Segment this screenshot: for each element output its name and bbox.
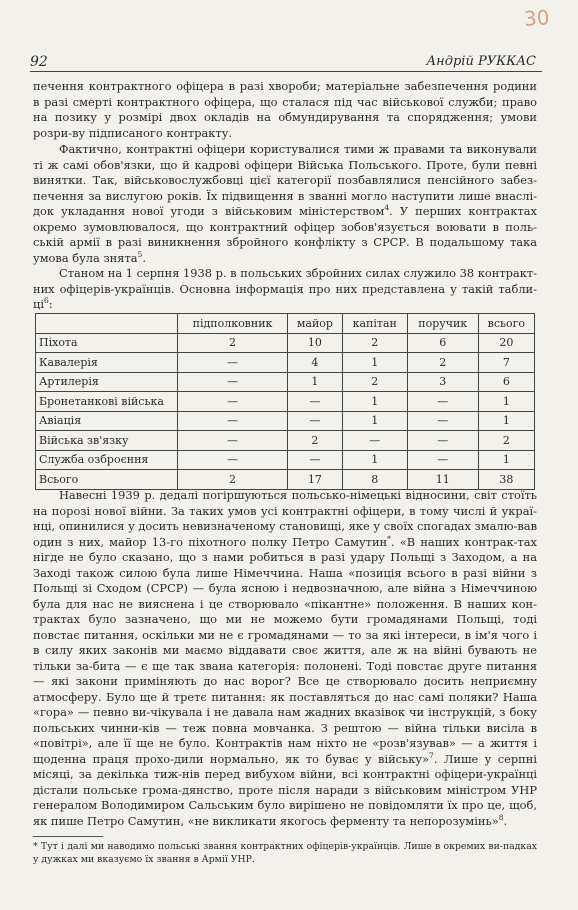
table-row	[36, 392, 535, 412]
table-cell: 2	[178, 470, 288, 490]
table-cell: 6	[407, 333, 478, 353]
table-cell: —	[342, 431, 407, 451]
table-header-cell: всього	[478, 314, 534, 334]
table-row	[36, 450, 535, 470]
footnote-ref-5: 5	[137, 249, 143, 259]
running-head-author: Андрій РУККАС	[426, 54, 536, 69]
row-label: Артилерія	[36, 372, 178, 392]
paragraph-table-intro: Станом на 1 серпня 1938 р. в польських збройних силах служило 38 контракт- них офіцерів-українців. Основна інформація про них представлена у такій табли-$ці^6$:	[33, 266, 537, 311]
officers-table	[35, 313, 535, 490]
table-cell: —	[178, 411, 288, 431]
intro-paragraph: печення контрактного офіцера в разі хвороби; матеріальне забезпечення родини в разі смерті контрактного офіцера, що сталася під час військової служби; право на позику у розмірі двох окладів на обмундирування та спорядження; умови розри-ву підписаного контракту.	[33, 79, 537, 140]
table-cell: 1	[478, 392, 534, 412]
row-label: Кавалерія	[36, 353, 178, 373]
header-rule	[30, 71, 542, 72]
table-cell: —	[407, 392, 478, 412]
row-label: Всього	[36, 470, 178, 490]
table-cell: 11	[407, 470, 478, 490]
footnote-ref-7: 7	[429, 750, 434, 760]
table-cell: —	[288, 392, 343, 412]
table-cell: 1	[342, 353, 407, 373]
footnote-ref-asterisk: *	[387, 533, 391, 543]
table-cell: 3	[407, 372, 478, 392]
footnote-ref-4: 4	[384, 203, 390, 213]
table-cell: —	[407, 450, 478, 470]
page-number: 92	[30, 54, 48, 70]
footnote: * Тут і далі ми наводимо польські звання контрактних офіцерів-українців. Лише в окремих ви-падках у дужках ми вказуємо їх звання в Армії УНР.	[33, 841, 537, 865]
table-cell: 2	[407, 353, 478, 373]
table-cell: —	[178, 353, 288, 373]
table-header-cell: поручик	[407, 314, 478, 334]
paragraph-rights: Фактично, контрактні офіцери користувалися тими ж правами та виконували ті ж самі обов'язки, що й кадрові офіцери Війська Польського. Проте, були певні винятки. Так, військовослужбовці цієї категорії позбавлялися пенсійного забез-печення за вислугою років. Їх підвищення в званні могло наступити лише внаслі- док укладання нової угоди з військовим міністерством$^4$. У перших контрактах окремо зумовлювалося, що контрактний офіцер зобов'язується воювати в поль- ській армії в разі виникнення збройного конфлікту з СРСР. В подальшому така умова була знята$^5$.	[33, 142, 537, 265]
table-row	[36, 411, 535, 431]
table-cell: 1	[478, 411, 534, 431]
table-cell: —	[288, 450, 343, 470]
table-cell: 4	[288, 353, 343, 373]
table-row	[36, 372, 535, 392]
table-total-row	[36, 470, 535, 490]
table-cell: 2	[342, 333, 407, 353]
table-cell: 2	[342, 372, 407, 392]
table-cell: 2	[288, 431, 343, 451]
table-cell: —	[178, 431, 288, 451]
table-cell: 1	[478, 450, 534, 470]
row-label: Бронетанкові війська	[36, 392, 178, 412]
table-cell: 1	[342, 411, 407, 431]
row-label: Служба озброєння	[36, 450, 178, 470]
table-cell: 2	[178, 333, 288, 353]
table-header-cell: капітан	[342, 314, 407, 334]
table-cell: —	[407, 411, 478, 431]
table-header-cell: майор	[288, 314, 343, 334]
table-header-cell	[36, 314, 178, 334]
table-cell: 17	[288, 470, 343, 490]
table-row	[36, 431, 535, 451]
table-cell: 20	[478, 333, 534, 353]
table-row	[36, 353, 535, 373]
paragraph-1939: Навесні 1939 р. дедалі погіршуються польсько-німецькі відносини, світ стоїть на порозі нової війни. За таких умов усі контрактні офіцери, в тому числі й украї-нці, опинилися у досить невизначеному становищі, яке у своїх спогадах змалю-вав один з них, майор 13-го піхотного полку Петро Самутин*. «В наших контрак-тах нігде не було сказано, що з нами робиться в разі удару Польщі з Заходом, а на Заході також силою була лише Німеччина. Наша «позиція всього в разі війни з Польщі зі Сходом (СРСР) — була ясною і недвозначною, але війна з Німеччиною була для нас не вияснена і це створювало «пікантне» положення. В наших кон-трактах було зазначено, що ми не можемо бути громадянами Польщі, тоді повстає питання, оскільки ми не є громадянами — то за які інтереси, в ім'я чого і в силу яких законів ми маємо віддавати своє життя, але ж на війні бувають не тільки за-бита — є ще так звана категорія: полонені. Тоді повстає друге питання — які закони приміняють до нас ворог? Все це створювало досить неприємну атмосферу. Було ще й третє питання: як поставляться до нас самі поляки? Наша «гора» — певно ви-чікувала і не давала нам жадних вказівок чи інструкцій, з боку польських чинни-ків — теж повна мовчанка. З рештою — війна тільки висіла в «повітрі», але її ще не було. Контрактів нам ніхто не «розв'язував» — а життя і щоденна праця прохо-дили нормально, як то буває у війську»$^7$. Лише у серпні місяці, за декілька тиж-нів перед вибухом війни, всі контрактні офіцери-українці дістали польське грома-дянство, проте після наради з військовим міністром УНР генералом Володимиром Сальським було вирішено не повідомляти їх про це, щоб, як пише Петро Самутин, «не викликати якогось ферменту та непорозумінь»$^8$.	[33, 488, 538, 828]
table-cell: —	[178, 392, 288, 412]
footnote-ref-8: 8	[498, 812, 504, 822]
table-cell: 38	[478, 470, 534, 490]
table-header-row	[36, 314, 535, 334]
table-cell: 8	[342, 470, 407, 490]
footnote-rule	[33, 836, 103, 837]
table-cell: 1	[342, 450, 407, 470]
table-cell: —	[288, 411, 343, 431]
row-label: Піхота	[36, 333, 178, 353]
table-cell: —	[407, 431, 478, 451]
row-label: Авіація	[36, 411, 178, 431]
table-row	[36, 333, 535, 353]
table-cell: 2	[478, 431, 534, 451]
table-cell: 6	[478, 372, 534, 392]
table-cell: —	[178, 372, 288, 392]
table-cell: —	[178, 450, 288, 470]
row-label: Війська зв'язку	[36, 431, 178, 451]
table-cell: 1	[342, 392, 407, 412]
footnote-ref-6: 6	[43, 296, 49, 306]
table-header-cell: підполковник	[178, 314, 288, 334]
table-cell: 7	[478, 353, 534, 373]
handwritten-page-mark: 30	[523, 5, 551, 31]
table-cell: 10	[288, 333, 343, 353]
table-cell: 1	[288, 372, 343, 392]
